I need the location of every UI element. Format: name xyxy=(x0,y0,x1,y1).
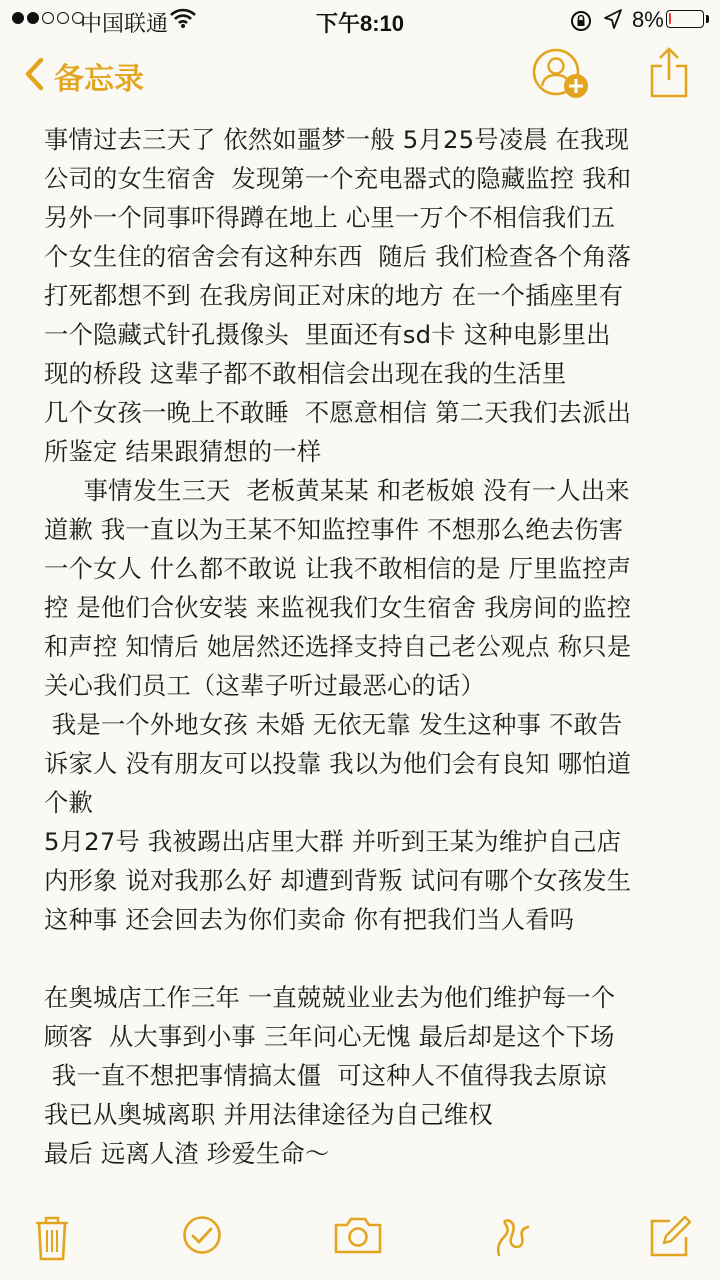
note-line: 在奥城店工作三年 一直兢兢业业去为他们维护每一个 xyxy=(44,983,616,1012)
note-line: 现的桥段 这辈子都不敢相信会出现在我的生活里 xyxy=(44,359,567,388)
note-line: 一个隐藏式针孔摄像头 里面还有sd卡 这种电影里出 xyxy=(44,320,611,349)
nav-bar xyxy=(0,40,720,112)
note-line: 事情过去三天了 依然如噩梦一般 5月25号凌晨 在我现 xyxy=(44,125,630,154)
note-line: 几个女孩一晚上不敢睡 不愿意相信 第二天我们去派出 xyxy=(44,398,632,427)
location-arrow-icon xyxy=(603,8,623,36)
status-bar xyxy=(0,0,720,40)
trash-icon xyxy=(34,1246,70,1265)
compose-button[interactable] xyxy=(648,1215,692,1263)
chevron-left-icon xyxy=(24,57,44,95)
battery-nub xyxy=(706,15,709,23)
note-body[interactable] xyxy=(44,120,704,1173)
note-line: 公司的女生宿舍 发现第一个充电器式的隐藏监控 我和 xyxy=(44,164,632,193)
note-line: 控 是他们合伙安装 来监视我们女生宿舍 我房间的监控 xyxy=(44,593,632,622)
note-line: 一个女人 什么都不敢说 让我不敢相信的是 厅里监控声 xyxy=(44,554,632,583)
note-line: 道歉 我一直以为王某不知监控事件 不想那么绝去伤害 xyxy=(44,515,624,544)
note-line: 5月27号 我被踢出店里大群 并听到王某为维护自己店 xyxy=(44,827,622,856)
note-line: 我一直不想把事情搞太僵 可这种人不值得我去原谅 xyxy=(44,1061,607,1090)
note-line: 个女生住的宿舍会有这种东西 随后 我们检查各个角落 xyxy=(44,242,632,271)
note-line: 我已从奥城离职 并用法律途径为自己维权 xyxy=(44,1100,493,1129)
sketch-icon xyxy=(494,1244,534,1263)
carrier-name: 中国联通 xyxy=(80,11,169,36)
note-line: 另外一个同事吓得蹲在地上 心里一万个不相信我们五 xyxy=(44,203,616,232)
checklist-icon xyxy=(182,1240,222,1259)
note-line: 我是一个外地女孩 未婚 无依无靠 发生这种事 不敢告 xyxy=(44,710,623,739)
note-line: 内形象 说对我那么好 却遭到背叛 试问有哪个女孩发生 xyxy=(44,866,632,895)
battery-percent: 8% xyxy=(632,7,664,32)
clock-time: 下午8:10 xyxy=(315,11,405,36)
share-button[interactable] xyxy=(648,46,690,98)
back-button[interactable] xyxy=(24,54,144,98)
note-line: 打死都想不到 在我房间正对床的地方 在一个插座里有 xyxy=(44,281,624,310)
note-line: 个歉 xyxy=(44,788,93,817)
rotation-lock-icon xyxy=(570,10,592,38)
camera-icon xyxy=(333,1240,383,1259)
delete-button[interactable] xyxy=(34,1215,70,1265)
note-line: 诉家人 没有朋友可以投靠 我以为他们会有良知 哪怕道 xyxy=(44,749,632,778)
add-person-icon xyxy=(530,87,592,106)
checklist-button[interactable] xyxy=(182,1215,222,1259)
note-line: 事情发生三天 老板黄某某 和老板娘 没有一人出来 xyxy=(44,476,630,505)
share-icon xyxy=(648,83,690,102)
note-line: 所鉴定 结果跟猜想的一样 xyxy=(44,437,322,466)
sketch-button[interactable] xyxy=(494,1215,534,1263)
battery-level-fill xyxy=(669,13,671,24)
compose-icon xyxy=(648,1244,692,1263)
note-line: 和声控 知情后 她居然还选择支持自己老公观点 称只是 xyxy=(44,632,632,661)
note-line: 关心我们员工（这辈子听过最恶心的话） xyxy=(44,671,485,700)
note-line: 这种事 还会回去为你们卖命 你有把我们当人看吗 xyxy=(44,905,575,934)
note-line: 顾客 从大事到小事 三年问心无愧 最后却是这个下场 xyxy=(44,1022,615,1051)
bottom-toolbar xyxy=(0,1205,720,1275)
note-line: 最后 远离人渣 珍爱生命～ xyxy=(44,1139,330,1168)
back-label: 备忘录 xyxy=(54,62,144,97)
battery-icon xyxy=(666,10,704,28)
note-line xyxy=(44,939,704,978)
camera-button[interactable] xyxy=(333,1215,383,1259)
add-person-button[interactable] xyxy=(530,46,592,102)
